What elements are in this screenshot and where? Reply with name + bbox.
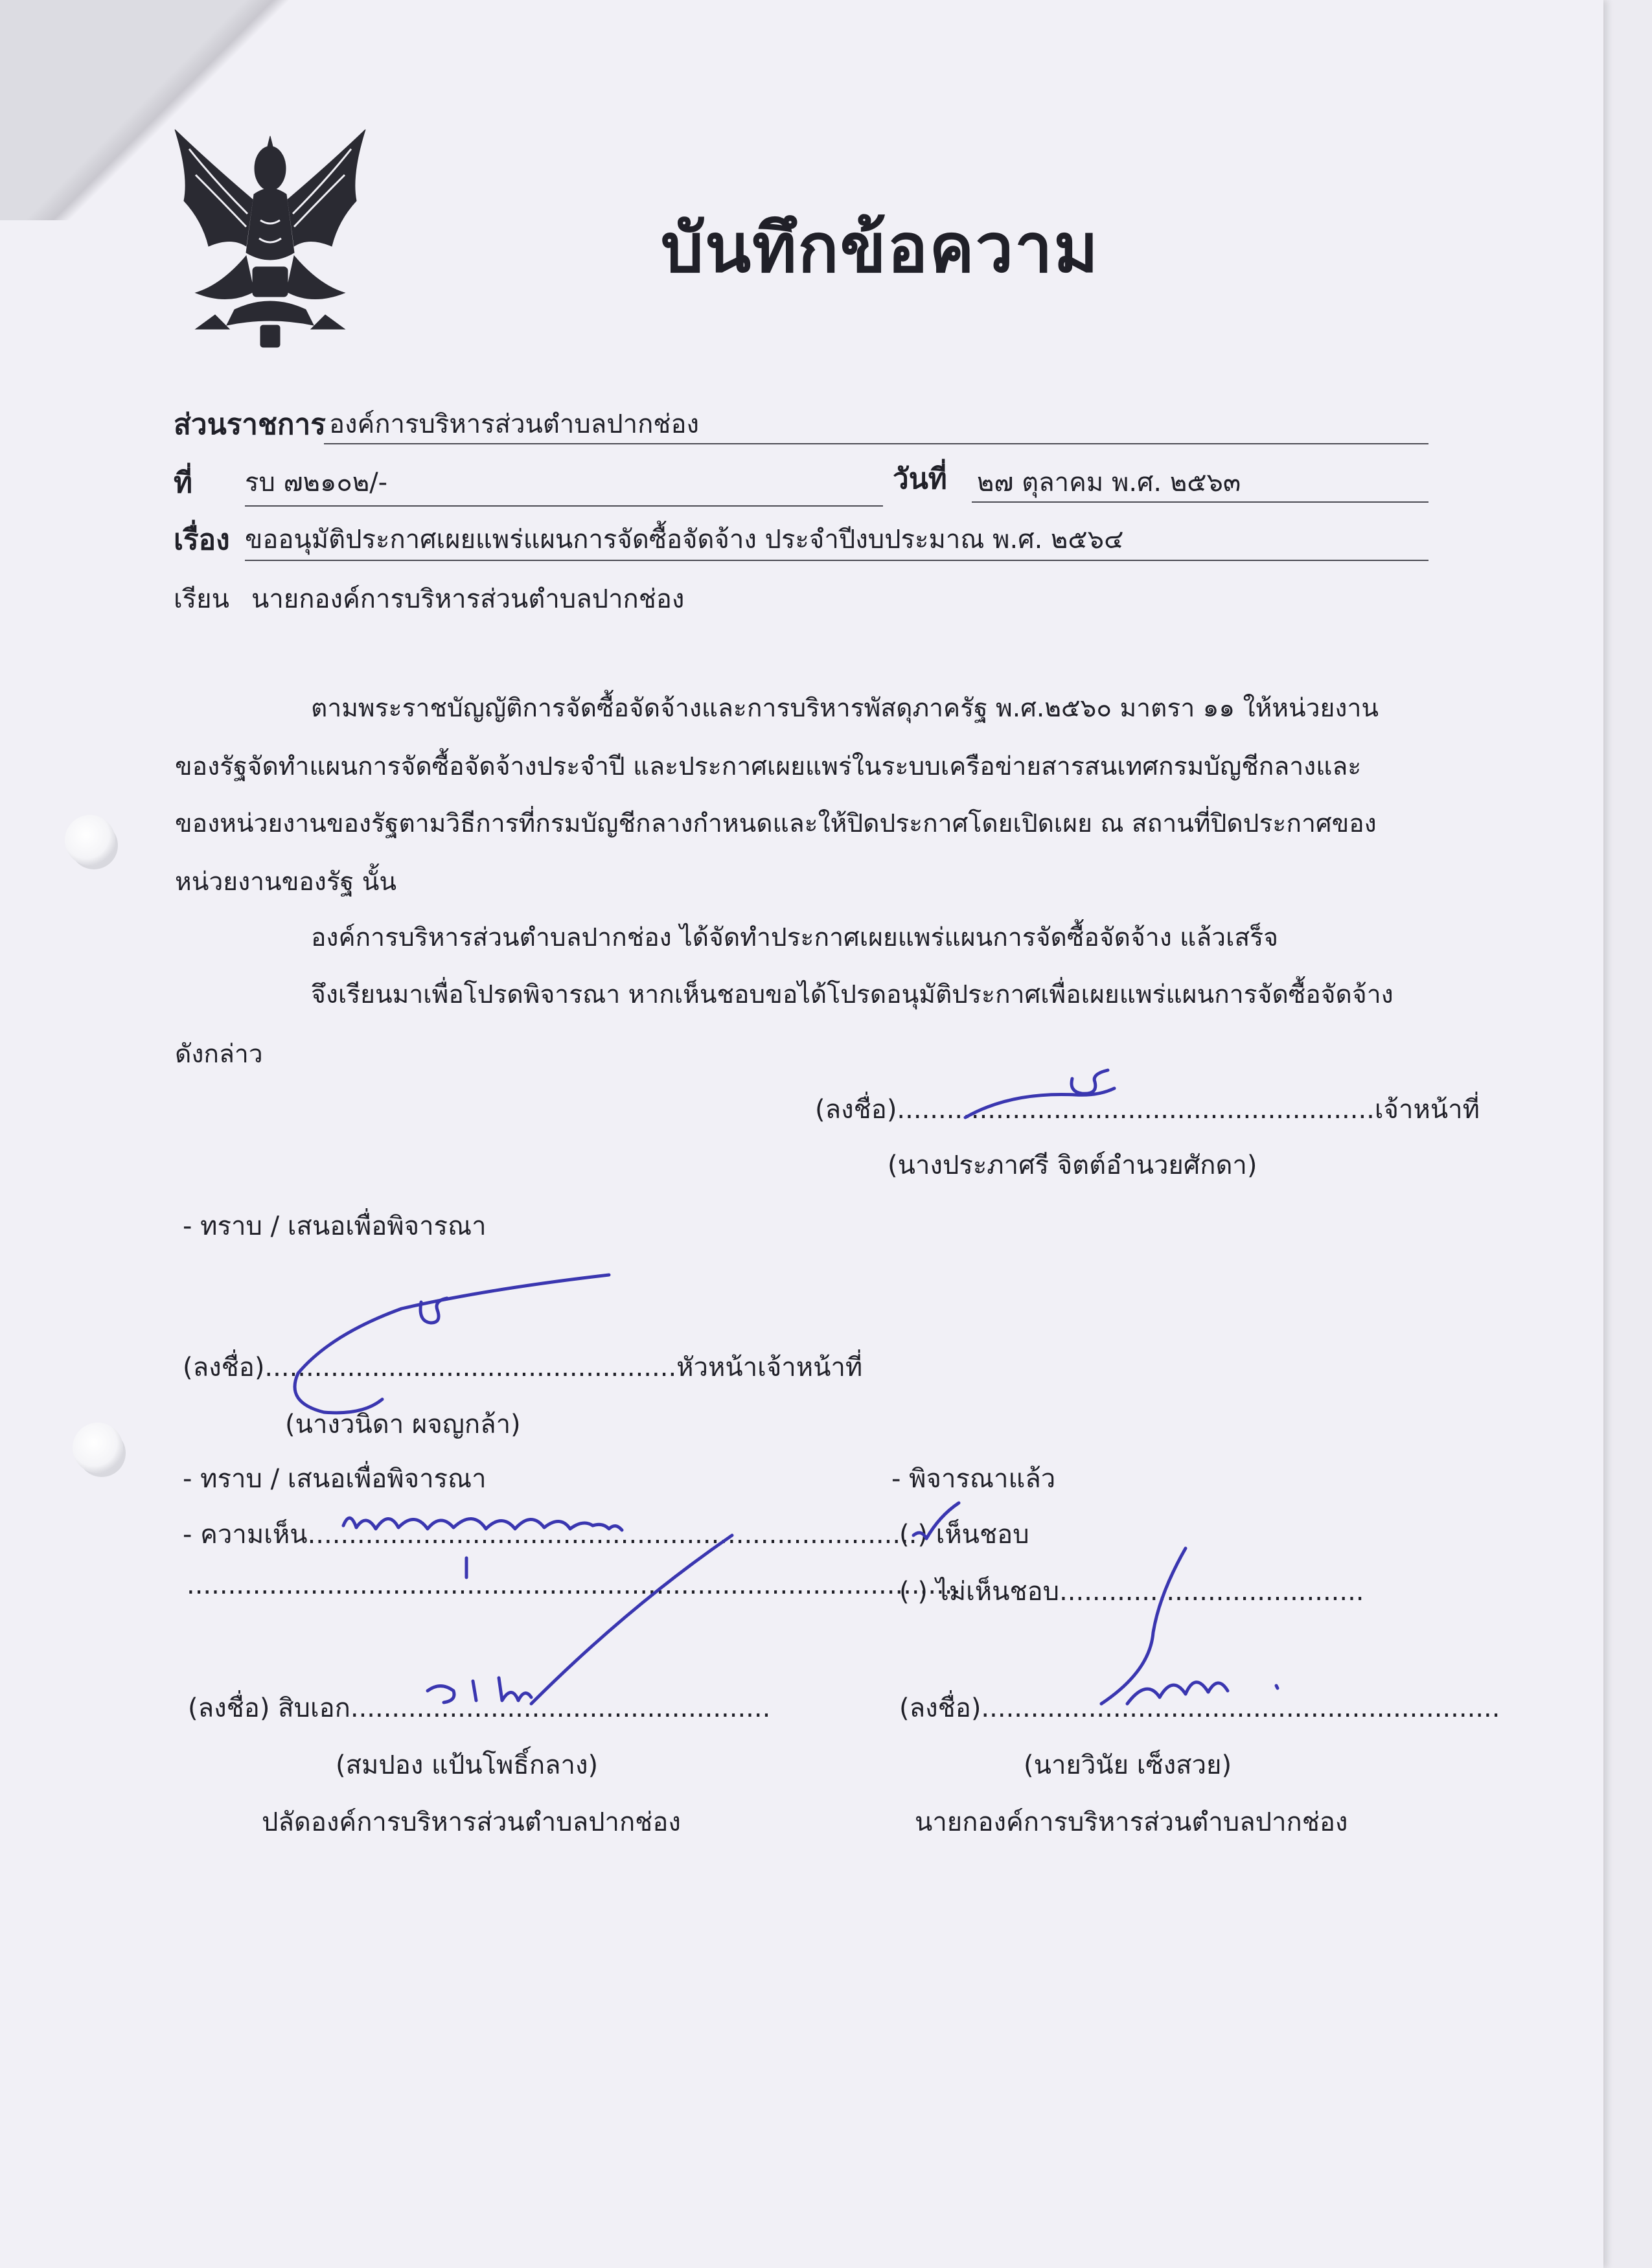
approve-checkmark-icon: [907, 1496, 965, 1548]
mayor-position: นายกองค์การบริหารส่วนตำบลปากช่อง: [915, 1807, 1348, 1837]
secretary-signature-icon: [421, 1665, 538, 1717]
head-signature-line: (ลงชื่อ)..................................................หัวหน้าเจ้าหน้าที่: [183, 1353, 863, 1382]
secretary-signature-line: (ลงชื่อ) สิบเอก...................................................: [188, 1693, 771, 1723]
memo-title: บันทึกข้อความ: [661, 209, 1100, 288]
subject-label: เรื่อง: [174, 523, 230, 556]
opinion-handwriting-icon: [337, 1496, 739, 1710]
note-acknowledge-1: - ทราบ / เสนอเพื่อพิจารณา: [183, 1211, 487, 1241]
ref-label: ที่: [174, 466, 193, 499]
subject-value: ขออนุมัติประกาศเผยแพร่แผนการจัดซื้อจัดจ้าง ประจำปีงบประมาณ พ.ศ. ๒๕๖๔: [245, 525, 1124, 555]
ref-rule: [245, 505, 883, 507]
secretary-name: (สมปอง แป้นโพธิ์กลาง): [336, 1750, 599, 1780]
approve-option: ( ) เห็นชอบ: [899, 1520, 1029, 1550]
body-p1-line1: ตามพระราชบัญญัติการจัดซื้อจัดจ้างและการบริหารพัสดุภาครัฐ พ.ศ.๒๕๖๐ มาตรา ๑๑ ให้หน่วยงาน: [311, 694, 1379, 723]
body-p2: องค์การบริหารส่วนตำบลปากช่อง ได้จัดทำประกาศเผยแพร่แผนการจัดซื้อจัดจ้าง แล้วเสร็จ: [311, 923, 1279, 952]
body-p1-line2: ของรัฐจัดทำแผนการจัดซื้อจัดจ้างประจำปี และประกาศเผยแพร่ในระบบเครือข่ายสารสนเทศกรมบัญชีกลางและ: [175, 752, 1362, 781]
officer-signature-icon: [959, 1056, 1140, 1127]
agency-rule: [324, 443, 1428, 444]
to-label: เรียน: [174, 584, 229, 614]
opinion-dots: ..............................................................................................: [187, 1570, 961, 1600]
mayor-signature-icon: [1088, 1542, 1296, 1710]
officer-name: (นางประภาศรี จิตต์อำนวยศักดา): [888, 1151, 1257, 1180]
agency-label: ส่วนราชการ: [174, 408, 326, 441]
date-label: วันที่: [893, 463, 947, 496]
agency-value: องค์การบริหารส่วนตำบลปากช่อง: [329, 409, 699, 439]
punch-hole-bottom: [73, 1423, 123, 1473]
to-value: นายกองค์การบริหารส่วนตำบลปากช่อง: [251, 584, 685, 614]
body-p1-line3: ของหน่วยงานของรัฐตามวิธีการที่กรมบัญชีกลางกำหนดและให้ปิดประกาศโดยเปิดเผย ณ สถานที่ปิดประกาศของ: [175, 809, 1377, 838]
body-p1-line4: หน่วยงานของรัฐ นั้น: [175, 867, 397, 897]
body-p3-line2: ดังกล่าว: [175, 1040, 263, 1069]
note-acknowledge-2: - ทราบ / เสนอเพื่อพิจารณา: [183, 1464, 487, 1494]
officer-signature-line: (ลงชื่อ)..........................................................เจ้าหน้าที่: [815, 1095, 1480, 1125]
reject-option: ( ) ไม่เห็นชอบ.....................................: [899, 1577, 1364, 1607]
date-value: ๒๗ ตุลาคม พ.ศ. ๒๕๖๓: [977, 468, 1241, 498]
secretary-position: ปลัดองค์การบริหารส่วนตำบลปากช่อง: [262, 1807, 681, 1837]
ref-value: รบ ๗๒๑๐๒/-: [245, 468, 388, 498]
opinion-line: - ความเห็น..........................................................................: [183, 1520, 917, 1550]
punch-hole-top: [65, 815, 115, 865]
mayor-name: (นายวินัย เซ็งสวย): [1024, 1750, 1232, 1780]
mayor-signature-line: (ลงชื่อ)...............................................................: [899, 1693, 1500, 1723]
head-signature-icon: [272, 1270, 622, 1445]
garuda-emblem-icon: [170, 123, 371, 350]
body-p3-line1: จึงเรียนมาเพื่อโปรดพิจารณา หากเห็นชอบขอได้โปรดอนุมัติประกาศเพื่อเผยแพร่แผนการจัดซื้อจัดจ้าง: [311, 980, 1394, 1009]
head-name: (นางวนิดา ผจญกล้า): [285, 1410, 521, 1439]
date-rule: [972, 501, 1428, 503]
considered-label: - พิจารณาแล้ว: [891, 1464, 1056, 1494]
subject-rule: [245, 560, 1428, 561]
